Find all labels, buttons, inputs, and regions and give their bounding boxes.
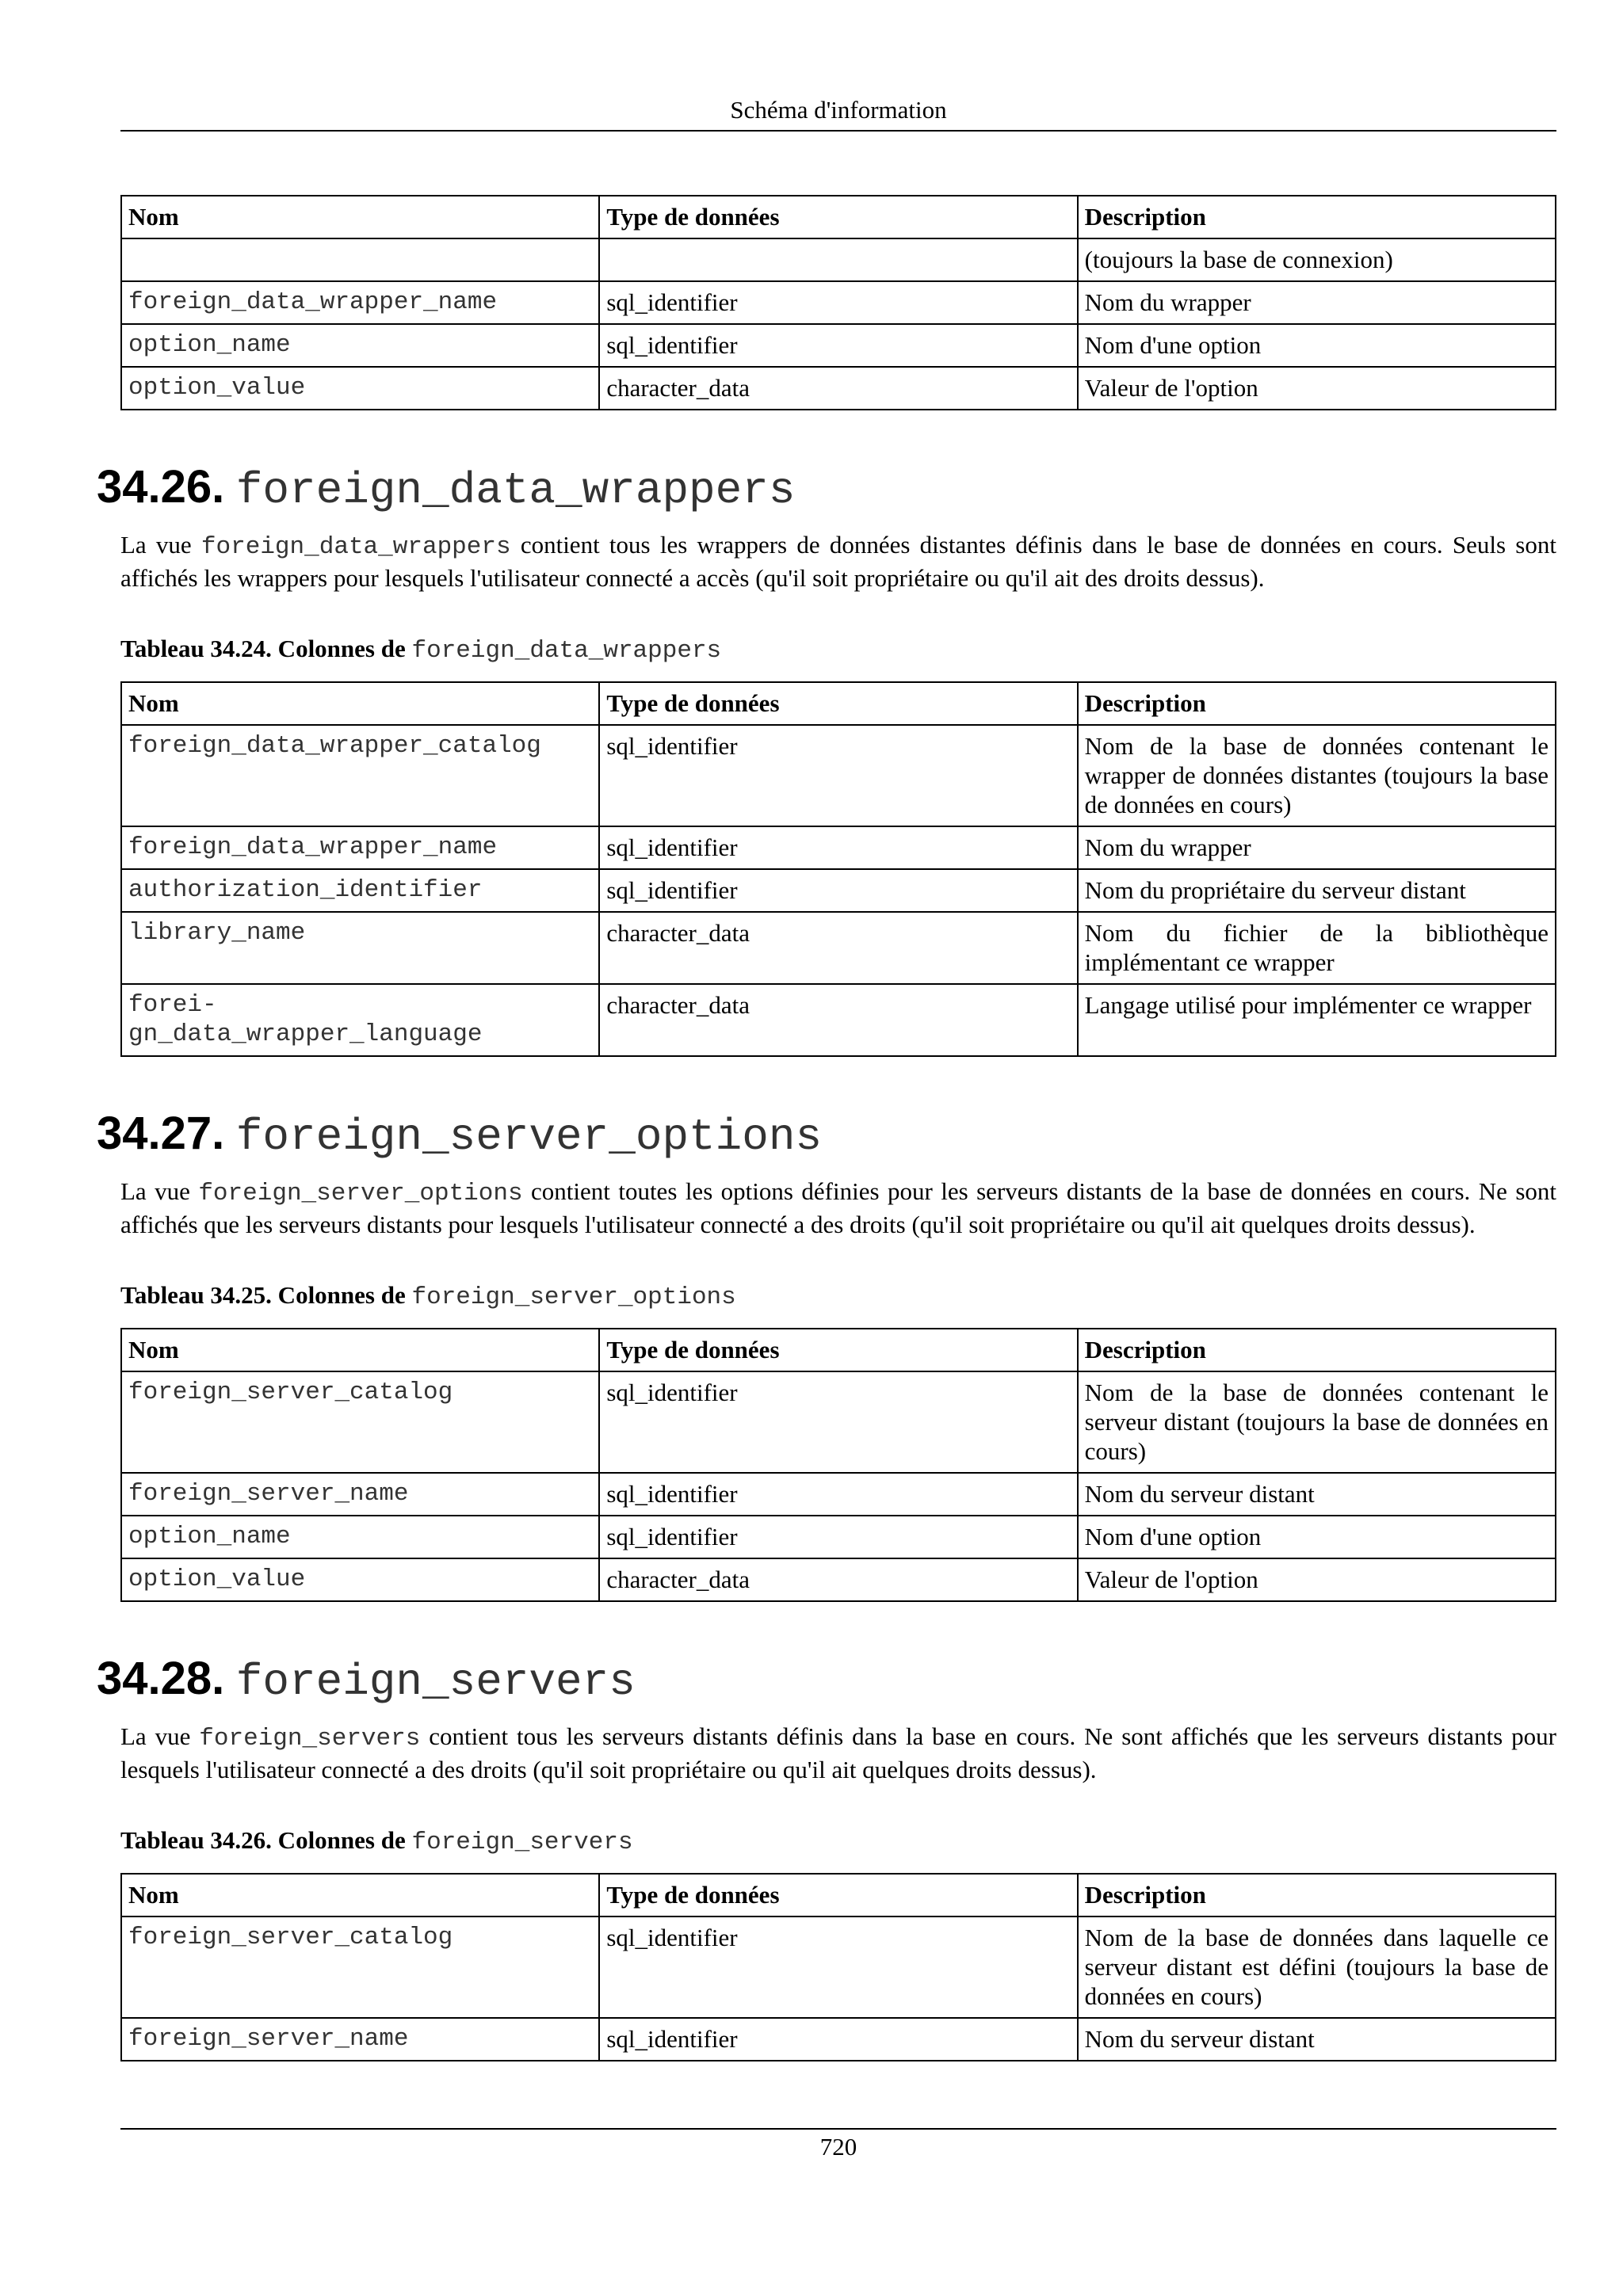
cell-type: character_data (599, 984, 1077, 1056)
intro-text: contient toutes les options définies pour les serveurs distants de la base de données en cours. Ne sont affichés que les serveurs distants pour lesquels l'utilisateur connecté a des droits (qu'il soit propriétaire ou qu'il ait quelques droits dessus). (120, 1177, 1556, 1238)
cell-description: Valeur de l'option (1078, 1558, 1556, 1601)
caption-label: Tableau 34.24. Colonnes de (120, 635, 412, 662)
cell-description: Nom du serveur distant (1078, 2018, 1556, 2061)
table-caption (120, 633, 1556, 667)
cell-name: library_name (121, 912, 599, 984)
section-name: foreign_data_wrappers (235, 465, 796, 516)
cell-name: option_name (121, 1516, 599, 1558)
table-header-row (121, 682, 1556, 725)
table-row (121, 324, 1556, 367)
cell-type (599, 238, 1077, 281)
column-header-description: Description (1078, 1874, 1556, 1917)
cell-type: sql_identifier (599, 1473, 1077, 1516)
intro-code: foreign_servers (199, 1725, 421, 1753)
table-row (121, 1558, 1556, 1601)
cell-name: foreign_server_name (121, 2018, 599, 2061)
cell-name: option_name (121, 324, 599, 367)
column-header-description: Description (1078, 196, 1556, 238)
cell-type: sql_identifier (599, 869, 1077, 912)
column-header-name: Nom (121, 1329, 599, 1371)
running-header: Schéma d'information (120, 93, 1556, 132)
column-header-name: Nom (121, 196, 599, 238)
cell-name: foreign_server_catalog (121, 1917, 599, 2018)
section-foreign-servers (97, 1651, 1556, 2061)
table-row (121, 869, 1556, 912)
column-header-type: Type de données (599, 682, 1077, 725)
caption-code: foreign_data_wrappers (411, 637, 722, 665)
column-header-name: Nom (121, 1874, 599, 1917)
intro-code: foreign_data_wrappers (200, 533, 511, 561)
cell-name: foreign_data_wrapper_catalog (121, 725, 599, 826)
intro-text: contient tous les serveurs distants définis dans la base en cours. Ne sont affichés que les serveurs distants pour lesquels l'utilisateur connecté a des droits (qu'il soit propriétaire ou qu'il ait quelques droits dessus). (120, 1722, 1556, 1783)
cell-description: Nom de la base de données dans laquelle ce serveur distant est défini (toujours la base de données en cours) (1078, 1917, 1556, 2018)
section-foreign-server-options (97, 1106, 1556, 1602)
cell-name: forei- gn_data_wrapper_language (121, 984, 599, 1056)
cell-type: sql_identifier (599, 725, 1077, 826)
cell-name: option_value (121, 1558, 599, 1601)
cell-description: Nom d'une option (1078, 1516, 1556, 1558)
table-row (121, 984, 1556, 1056)
cell-type: character_data (599, 912, 1077, 984)
intro-text: La vue (120, 531, 201, 559)
cell-type: sql_identifier (599, 1917, 1077, 2018)
cell-description: Nom du fichier de la bibliothèque implémentant ce wrapper (1078, 912, 1556, 984)
table-row (121, 1917, 1556, 2018)
footer-rule (120, 2128, 1556, 2130)
caption-label: Tableau 34.26. Colonnes de (120, 1826, 412, 1854)
table-row (121, 1371, 1556, 1473)
table-row (121, 2018, 1556, 2061)
caption-code: foreign_server_options (411, 1283, 736, 1311)
columns-table (120, 1873, 1556, 2061)
cell-description: Valeur de l'option (1078, 367, 1556, 410)
table-row (121, 367, 1556, 410)
cell-type: sql_identifier (599, 1371, 1077, 1473)
column-header-name: Nom (121, 682, 599, 725)
cell-description: Nom de la base de données contenant le serveur distant (toujours la base de données en cours) (1078, 1371, 1556, 1473)
section-foreign-data-wrappers (97, 460, 1556, 1057)
caption-code: foreign_servers (411, 1829, 633, 1856)
cell-name (121, 238, 599, 281)
cell-type: sql_identifier (599, 2018, 1077, 2061)
cell-description: Langage utilisé pour implémenter ce wrapper (1078, 984, 1556, 1056)
section-number: 34.26. (97, 461, 225, 513)
cell-description: (toujours la base de connexion) (1078, 238, 1556, 281)
cell-type: sql_identifier (599, 281, 1077, 324)
cell-type: sql_identifier (599, 324, 1077, 367)
column-header-type: Type de données (599, 1874, 1077, 1917)
cell-description: Nom du wrapper (1078, 281, 1556, 324)
cell-name: foreign_data_wrapper_name (121, 826, 599, 869)
cell-type: sql_identifier (599, 826, 1077, 869)
cell-name: option_value (121, 367, 599, 410)
intro-text: La vue (120, 1177, 199, 1205)
cell-description: Nom du serveur distant (1078, 1473, 1556, 1516)
column-header-type: Type de données (599, 196, 1077, 238)
table-caption (120, 1825, 1556, 1859)
section-name: foreign_servers (235, 1657, 636, 1707)
section-heading (97, 1106, 1556, 1165)
cell-description: Nom du wrapper (1078, 826, 1556, 869)
table-row (121, 1473, 1556, 1516)
table-header-row (121, 196, 1556, 238)
cell-name: foreign_data_wrapper_name (121, 281, 599, 324)
cell-type: character_data (599, 367, 1077, 410)
section-intro (120, 1176, 1556, 1240)
cell-name: authorization_identifier (121, 869, 599, 912)
cell-name: foreign_server_catalog (121, 1371, 599, 1473)
table-row (121, 1516, 1556, 1558)
table-header-row (121, 1329, 1556, 1371)
cell-type: sql_identifier (599, 1516, 1077, 1558)
column-header-description: Description (1078, 682, 1556, 725)
column-header-description: Description (1078, 1329, 1556, 1371)
continued-columns-table (120, 195, 1556, 410)
section-name: foreign_server_options (235, 1112, 823, 1162)
cell-description: Nom du propriétaire du serveur distant (1078, 869, 1556, 912)
section-heading (97, 1651, 1556, 1710)
table-caption (120, 1280, 1556, 1314)
section-number: 34.28. (97, 1653, 225, 1704)
intro-text: contient tous les wrappers de données distantes définis dans le base de données en cours. Seuls sont affichés les wrappers pour lesquels l'utilisateur connecté a accès (qu'il soit propriétaire ou qu'il ait des droits dessus). (120, 531, 1556, 592)
section-intro (120, 529, 1556, 593)
section-number: 34.27. (97, 1108, 225, 1159)
table-header-row (121, 1874, 1556, 1917)
section-heading (97, 460, 1556, 518)
columns-table (120, 681, 1556, 1057)
cell-type: character_data (599, 1558, 1077, 1601)
columns-table (120, 1328, 1556, 1602)
table-row (121, 826, 1556, 869)
intro-code: foreign_server_options (198, 1180, 523, 1207)
cell-description: Nom de la base de données contenant le wrapper de données distantes (toujours la base de données en cours) (1078, 725, 1556, 826)
table-row (121, 912, 1556, 984)
section-intro (120, 1721, 1556, 1785)
column-header-type: Type de données (599, 1329, 1077, 1371)
table-row (121, 238, 1556, 281)
caption-label: Tableau 34.25. Colonnes de (120, 1281, 412, 1309)
cell-description: Nom d'une option (1078, 324, 1556, 367)
page-content (97, 195, 1556, 2061)
page-number: 720 (819, 2133, 857, 2161)
intro-text: La vue (120, 1722, 200, 1750)
table-row (121, 725, 1556, 826)
table-row (121, 281, 1556, 324)
cell-name: foreign_server_name (121, 1473, 599, 1516)
